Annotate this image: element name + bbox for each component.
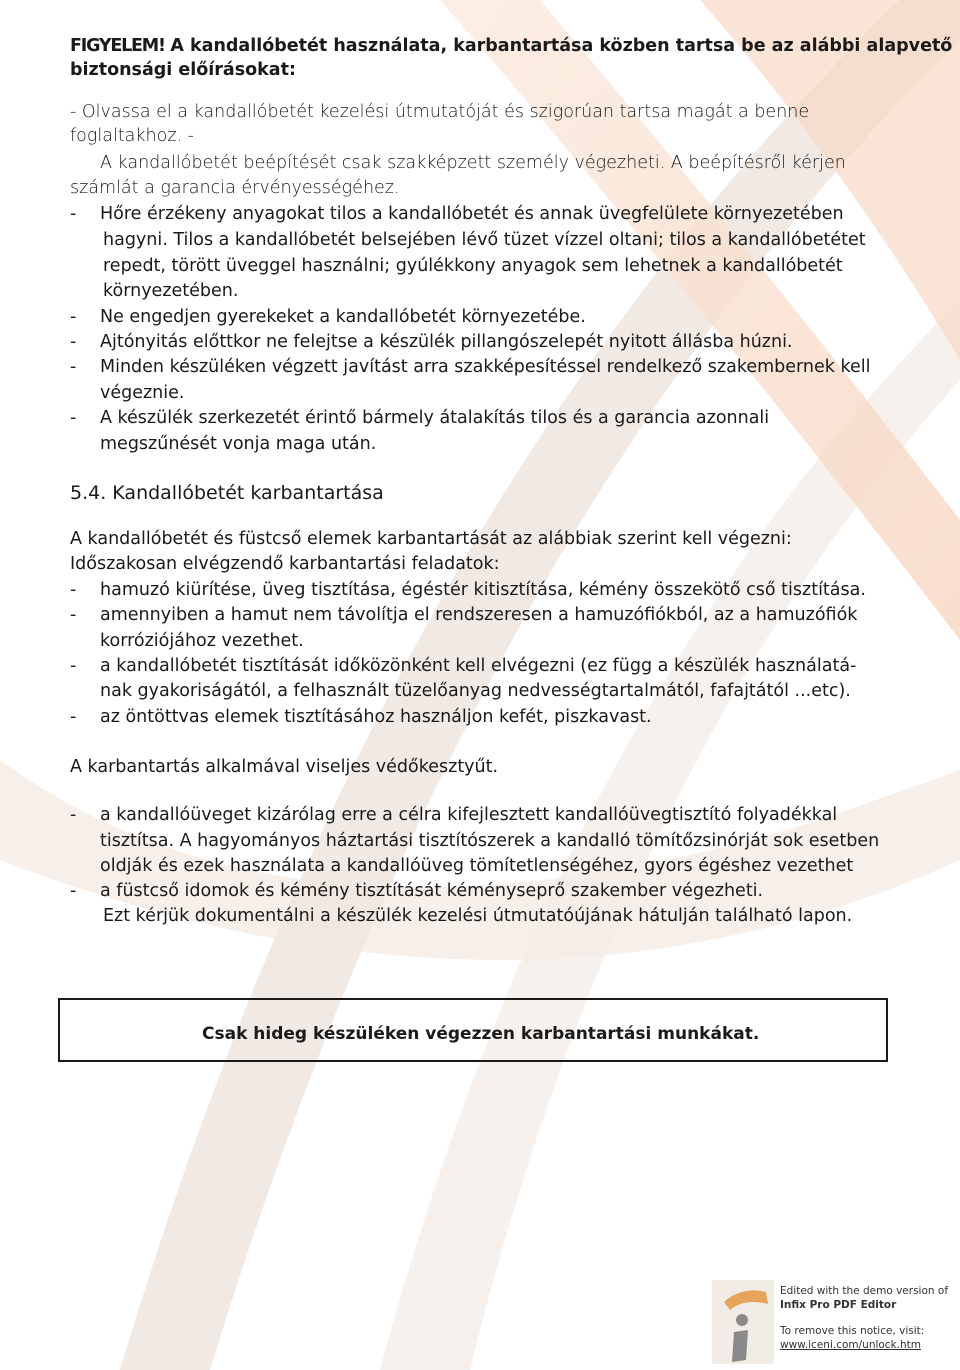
- rule-children: Ne engedjen gyerekeket a kandallóbetét környezetébe.: [100, 307, 586, 327]
- maintenance-item-corrosion-cont: korróziójához vezethet.: [100, 631, 304, 651]
- bullet-dash: -: [70, 204, 77, 224]
- section-intro: A kandallóbetét és füstcső elemek karbantartását az alábbiak szerint kell végezni:: [70, 529, 792, 549]
- section-title: 5.4. Kandallóbetét karbantartása: [70, 482, 384, 504]
- rule-heat-sensitive-cont-2: repedt, törött üveggel használni; gyúlékkony anyagok sem lehetnek a kandallóbetét: [103, 256, 843, 276]
- rule-modification: A készülék szerkezetét érintő bármely átalakítás tilos és a garancia azonnali: [100, 408, 770, 428]
- maintenance-item-cleaning: a kandallóbetét tisztítását időközönként kell elvégezni (ez függ a készülék használatá-: [100, 656, 857, 676]
- cold-appliance-notice-box: [58, 998, 888, 1062]
- maintenance-item-ash: hamuzó kiürítése, üveg tisztítása, égéstér kitisztítása, kémény összekötő cső tisztítása.: [100, 580, 866, 600]
- bullet-dash: -: [70, 332, 77, 352]
- maintenance-item-cast-iron: az öntöttvas elemek tisztításához használjon kefét, piszkavast.: [100, 707, 652, 727]
- rule-heat-sensitive-cont-3: környezetében.: [103, 281, 239, 301]
- rule-repairs-cont: végeznie.: [100, 383, 185, 403]
- watermark-line-1: Edited with the demo version of: [780, 1285, 949, 1297]
- bullet-dash: -: [70, 357, 77, 377]
- warning-label: FIGYELEM!: [70, 36, 165, 56]
- bullet-dash: -: [70, 656, 77, 676]
- rule-repairs: Minden készüléken végzett javítást arra szakképesítéssel rendelkező szakembernek kell: [100, 357, 871, 377]
- rule-heat-sensitive: Hőre érzékeny anyagokat tilos a kandallóbetét és annak üvegfelülete környezetében: [100, 204, 844, 224]
- bullet-dash: -: [70, 580, 77, 600]
- rule-modification-cont: megszűnését vonja maga után.: [100, 434, 377, 454]
- watermark-link[interactable]: www.iceni.com/unlock.htm: [780, 1339, 922, 1351]
- rule-heat-sensitive-cont-1: hagyni. Tilos a kandallóbetét belsejében lévő tüzet vízzel oltani; tilos a kandallóbetétet: [103, 230, 866, 250]
- glass-cleaning-item-cont-1: tisztítsa. A hagyományos háztartási tisztítószerek a kandalló tömítőzsinórját sok esetben: [100, 831, 880, 851]
- bullet-dash: -: [70, 805, 77, 825]
- bullet-dash: -: [70, 707, 77, 727]
- chimney-cleaning-item: a füstcső idomok és kémény tisztítását kéményseprő szakember végezheti.: [100, 881, 764, 901]
- bullet-dash: -: [70, 307, 77, 327]
- warning-intro-line-2: biztonsági előírásokat:: [70, 60, 296, 80]
- glass-cleaning-item-cont-2: oldják és ezek használata a kandallóüveg tömítetlenségéhez, gyors égéshez vezethet: [100, 856, 854, 876]
- chimney-cleaning-item-cont: Ezt kérjük dokumentálni a készülék kezelési útmutatóújának hátulján található lapon.: [103, 906, 853, 926]
- section-periodic-heading: Időszakosan elvégzendő karbantartási feladatok:: [70, 554, 500, 574]
- rule-installation-cont: számlát a garancia érvényességéhez.: [70, 178, 400, 198]
- glass-cleaning-item: a kandallóüveget kizárólag erre a célra kifejlesztett kandallóüvegtisztító folyadékkal: [100, 805, 838, 825]
- warning-intro-line-1: [70, 35, 952, 57]
- rule-read-manual: - Olvassa el a kandallóbetét kezelési útmutatóját és szigorúan tartsa magát a benne: [70, 102, 810, 122]
- bullet-dash: -: [70, 408, 77, 428]
- maintenance-item-corrosion: amennyiben a hamut nem távolítja el rendszeresen a hamuzófiókból, az a hamuzófiók: [100, 605, 858, 625]
- rule-damper: Ajtónyitás előttkor ne felejtse a készülék pillangószelepét nyitott állásba húzni.: [100, 332, 793, 352]
- watermark-line-3: To remove this notice, visit:: [780, 1325, 925, 1337]
- warning-intro-text: A kandallóbetét használata, karbantartása közben tartsa be az alábbi alapvető: [170, 36, 953, 56]
- infix-logo-icon: [712, 1280, 774, 1364]
- rule-installation: A kandallóbetét beépítését csak szakképzett személy végezheti. A beépítésről kérjen: [100, 153, 846, 173]
- bullet-dash: -: [70, 881, 77, 901]
- rule-read-manual-cont: foglaltakhoz. -: [70, 126, 194, 146]
- editor-demo-watermark: [712, 1280, 949, 1364]
- maintenance-item-cleaning-cont: nak gyakoriságától, a felhasznált tüzelőanyag nedvességtartalmától, fafajtától ...etc).: [100, 681, 851, 701]
- gloves-note: A karbantartás alkalmával viseljes védőkesztyűt.: [70, 757, 499, 777]
- cold-appliance-notice: Csak hideg készüléken végezzen karbantartási munkákat.: [202, 1024, 760, 1044]
- watermark-line-2: Infix Pro PDF Editor: [780, 1299, 897, 1311]
- bullet-dash: -: [70, 605, 77, 625]
